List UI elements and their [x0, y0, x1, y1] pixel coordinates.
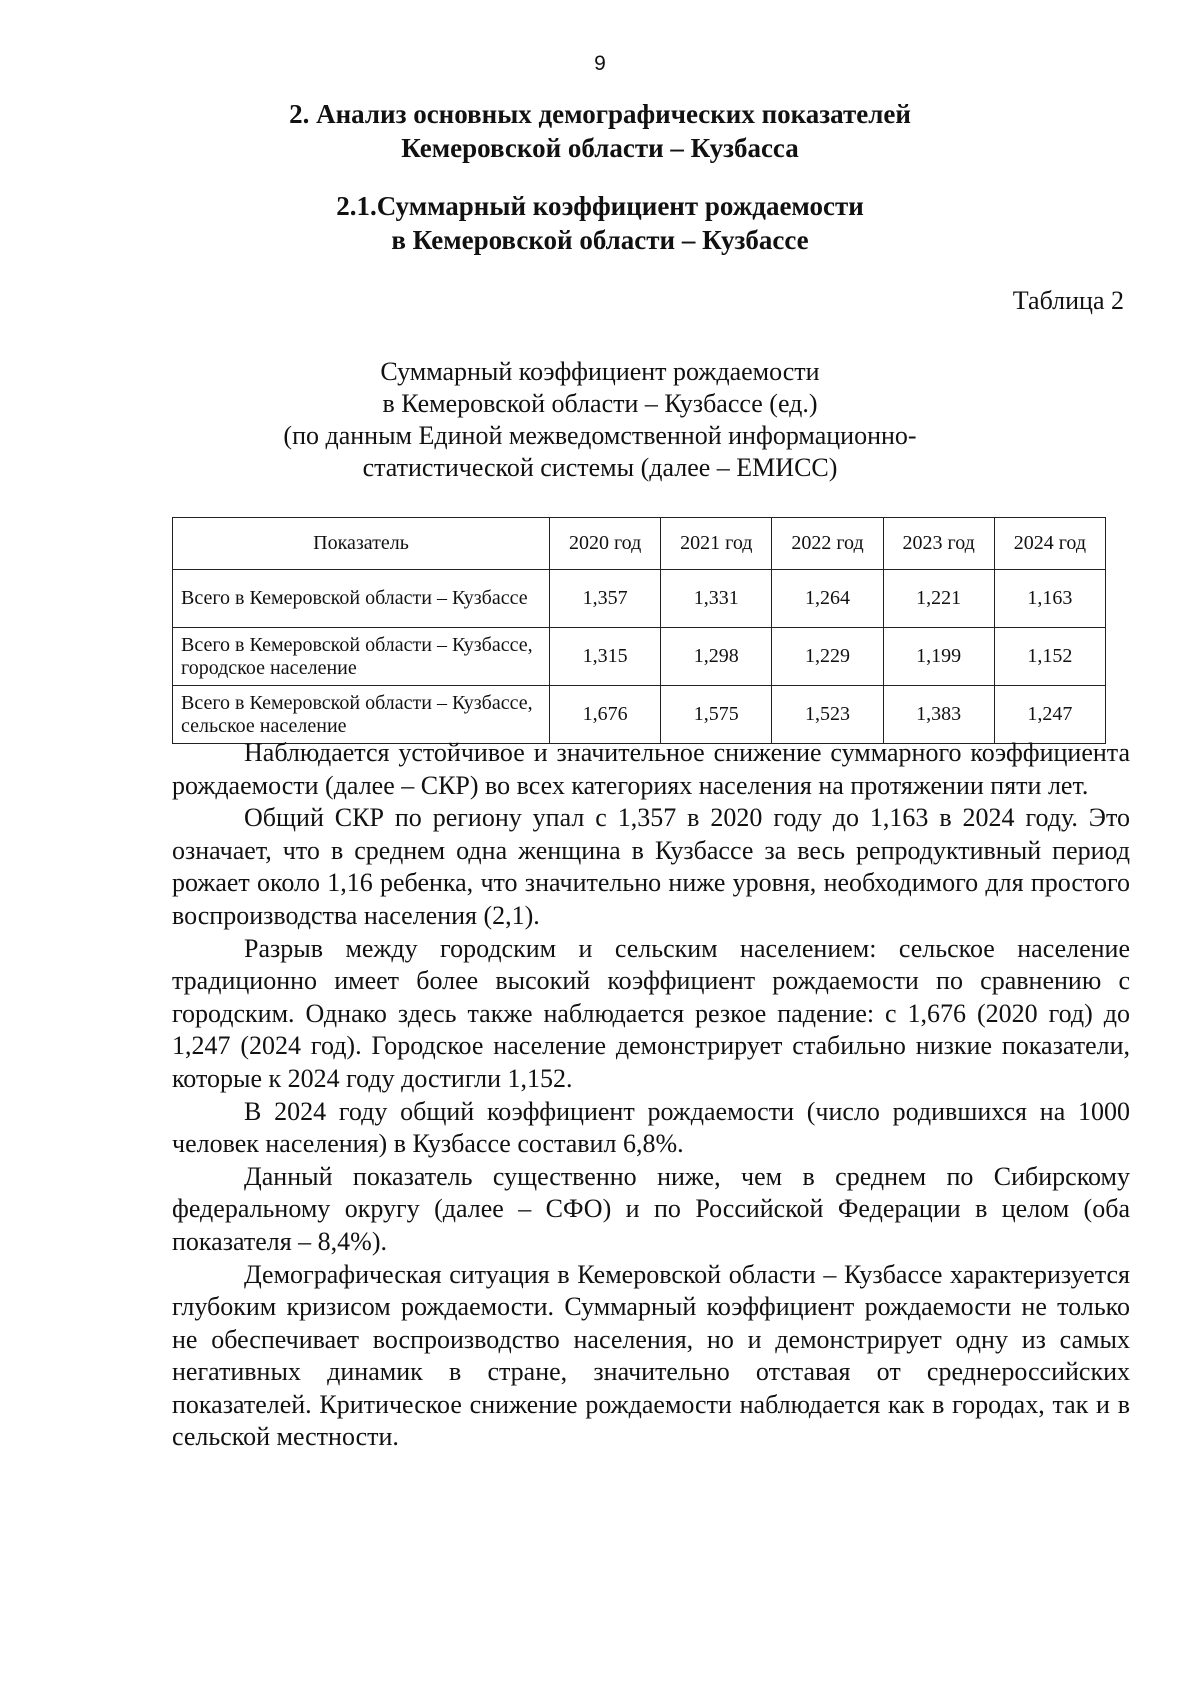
table-cell: 1,315: [550, 628, 661, 686]
header-indicator: Показатель: [173, 518, 550, 570]
section-heading-line-1: 2. Анализ основных демографических показателей: [289, 99, 911, 129]
paragraph: Данный показатель существенно ниже, чем в среднем по Сибирскому федеральному округу (далее – СФО) и по Российской Федерации в целом (оба показателя – 8,4%).: [172, 1161, 1130, 1256]
table-cell: 1,575: [661, 686, 772, 744]
section-heading-line-2: Кемеровской области – Кузбасса: [401, 133, 799, 163]
row-label: Всего в Кемеровской области – Кузбассе: [173, 570, 550, 628]
table-row: [173, 570, 1106, 628]
header-2021: 2021 год: [661, 518, 772, 570]
page-number: 9: [594, 52, 606, 75]
caption-line-2: в Кемеровской области – Кузбассе (ед.): [382, 389, 818, 418]
header-2020: 2020 год: [550, 518, 661, 570]
body-text: [172, 737, 1130, 1454]
table-cell: 1,331: [661, 570, 772, 628]
paragraph: Наблюдается устойчивое и значительное снижение суммарного коэффициента рождаемости (далее – СКР) во всех категориях населения на протяжении пяти лет.: [172, 738, 1130, 800]
row-label: Всего в Кемеровской области – Кузбассе, сельское население: [173, 686, 550, 744]
header-2024: 2024 год: [994, 518, 1105, 570]
table-caption: [0, 356, 1200, 484]
caption-line-1: Суммарный коэффициент рождаемости: [380, 357, 820, 386]
table-cell: 1,229: [772, 628, 883, 686]
table-label: Таблица 2: [1012, 286, 1124, 315]
table-cell: 1,199: [883, 628, 994, 686]
header-2022: 2022 год: [772, 518, 883, 570]
paragraph: Демографическая ситуация в Кемеровской области – Кузбассе характеризуется глубоким кризисом рождаемости. Суммарный коэффициент рождаемости не только не обеспечивает воспроизводство населения, но и демонстрирует одну из самых негативных динамик в стране, значительно отставая от среднероссийских показателей. Критическое снижение рождаемости наблюдается как в городах, так и в сельской местности.: [172, 1259, 1130, 1452]
table-row: [173, 628, 1106, 686]
fertility-table: [172, 517, 1106, 744]
subsection-heading: [0, 189, 1200, 257]
table-cell: 1,247: [994, 686, 1105, 744]
table-cell: 1,163: [994, 570, 1105, 628]
paragraph: Разрыв между городским и сельским населением: сельское население традиционно имеет более высокий коэффициент рождаемости по сравнению с городским. Однако здесь также наблюдается резкое падение: с 1,676 (2020 год) до 1,247 (2024 год). Городское население демонстрирует стабильно низкие показатели, которые к 2024 году достигли 1,152.: [172, 933, 1130, 1093]
section-heading: [0, 97, 1200, 165]
table-cell: 1,383: [883, 686, 994, 744]
subsection-heading-line-2: в Кемеровской области – Кузбассе: [391, 225, 809, 255]
paragraph: Общий СКР по региону упал с 1,357 в 2020 году до 1,163 в 2024 году. Это означает, что в среднем одна женщина в Кузбассе за весь репродуктивный период рожает около 1,16 ребенка, что значительно ниже уровня, необходимого для простого воспроизводства населения (2,1).: [172, 803, 1130, 930]
table-cell: 1,264: [772, 570, 883, 628]
table-header-row: [173, 518, 1106, 570]
subsection-heading-line-1: 2.1.Суммарный коэффициент рождаемости: [336, 191, 864, 221]
paragraph: В 2024 году общий коэффициент рождаемости (число родившихся на 1000 человек населения) в Кузбассе составил 6,8%.: [172, 1096, 1130, 1159]
caption-line-3: (по данным Единой межведомственной информационно-: [283, 421, 917, 450]
caption-line-4: статистической системы (далее – ЕМИСС): [362, 453, 838, 482]
table-cell: 1,357: [550, 570, 661, 628]
table-cell: 1,523: [772, 686, 883, 744]
table-cell: 1,221: [883, 570, 994, 628]
table-cell: 1,298: [661, 628, 772, 686]
table-row: [173, 686, 1106, 744]
table-cell: 1,152: [994, 628, 1105, 686]
row-label: Всего в Кемеровской области – Кузбассе, городское население: [173, 628, 550, 686]
header-2023: 2023 год: [883, 518, 994, 570]
table-cell: 1,676: [550, 686, 661, 744]
